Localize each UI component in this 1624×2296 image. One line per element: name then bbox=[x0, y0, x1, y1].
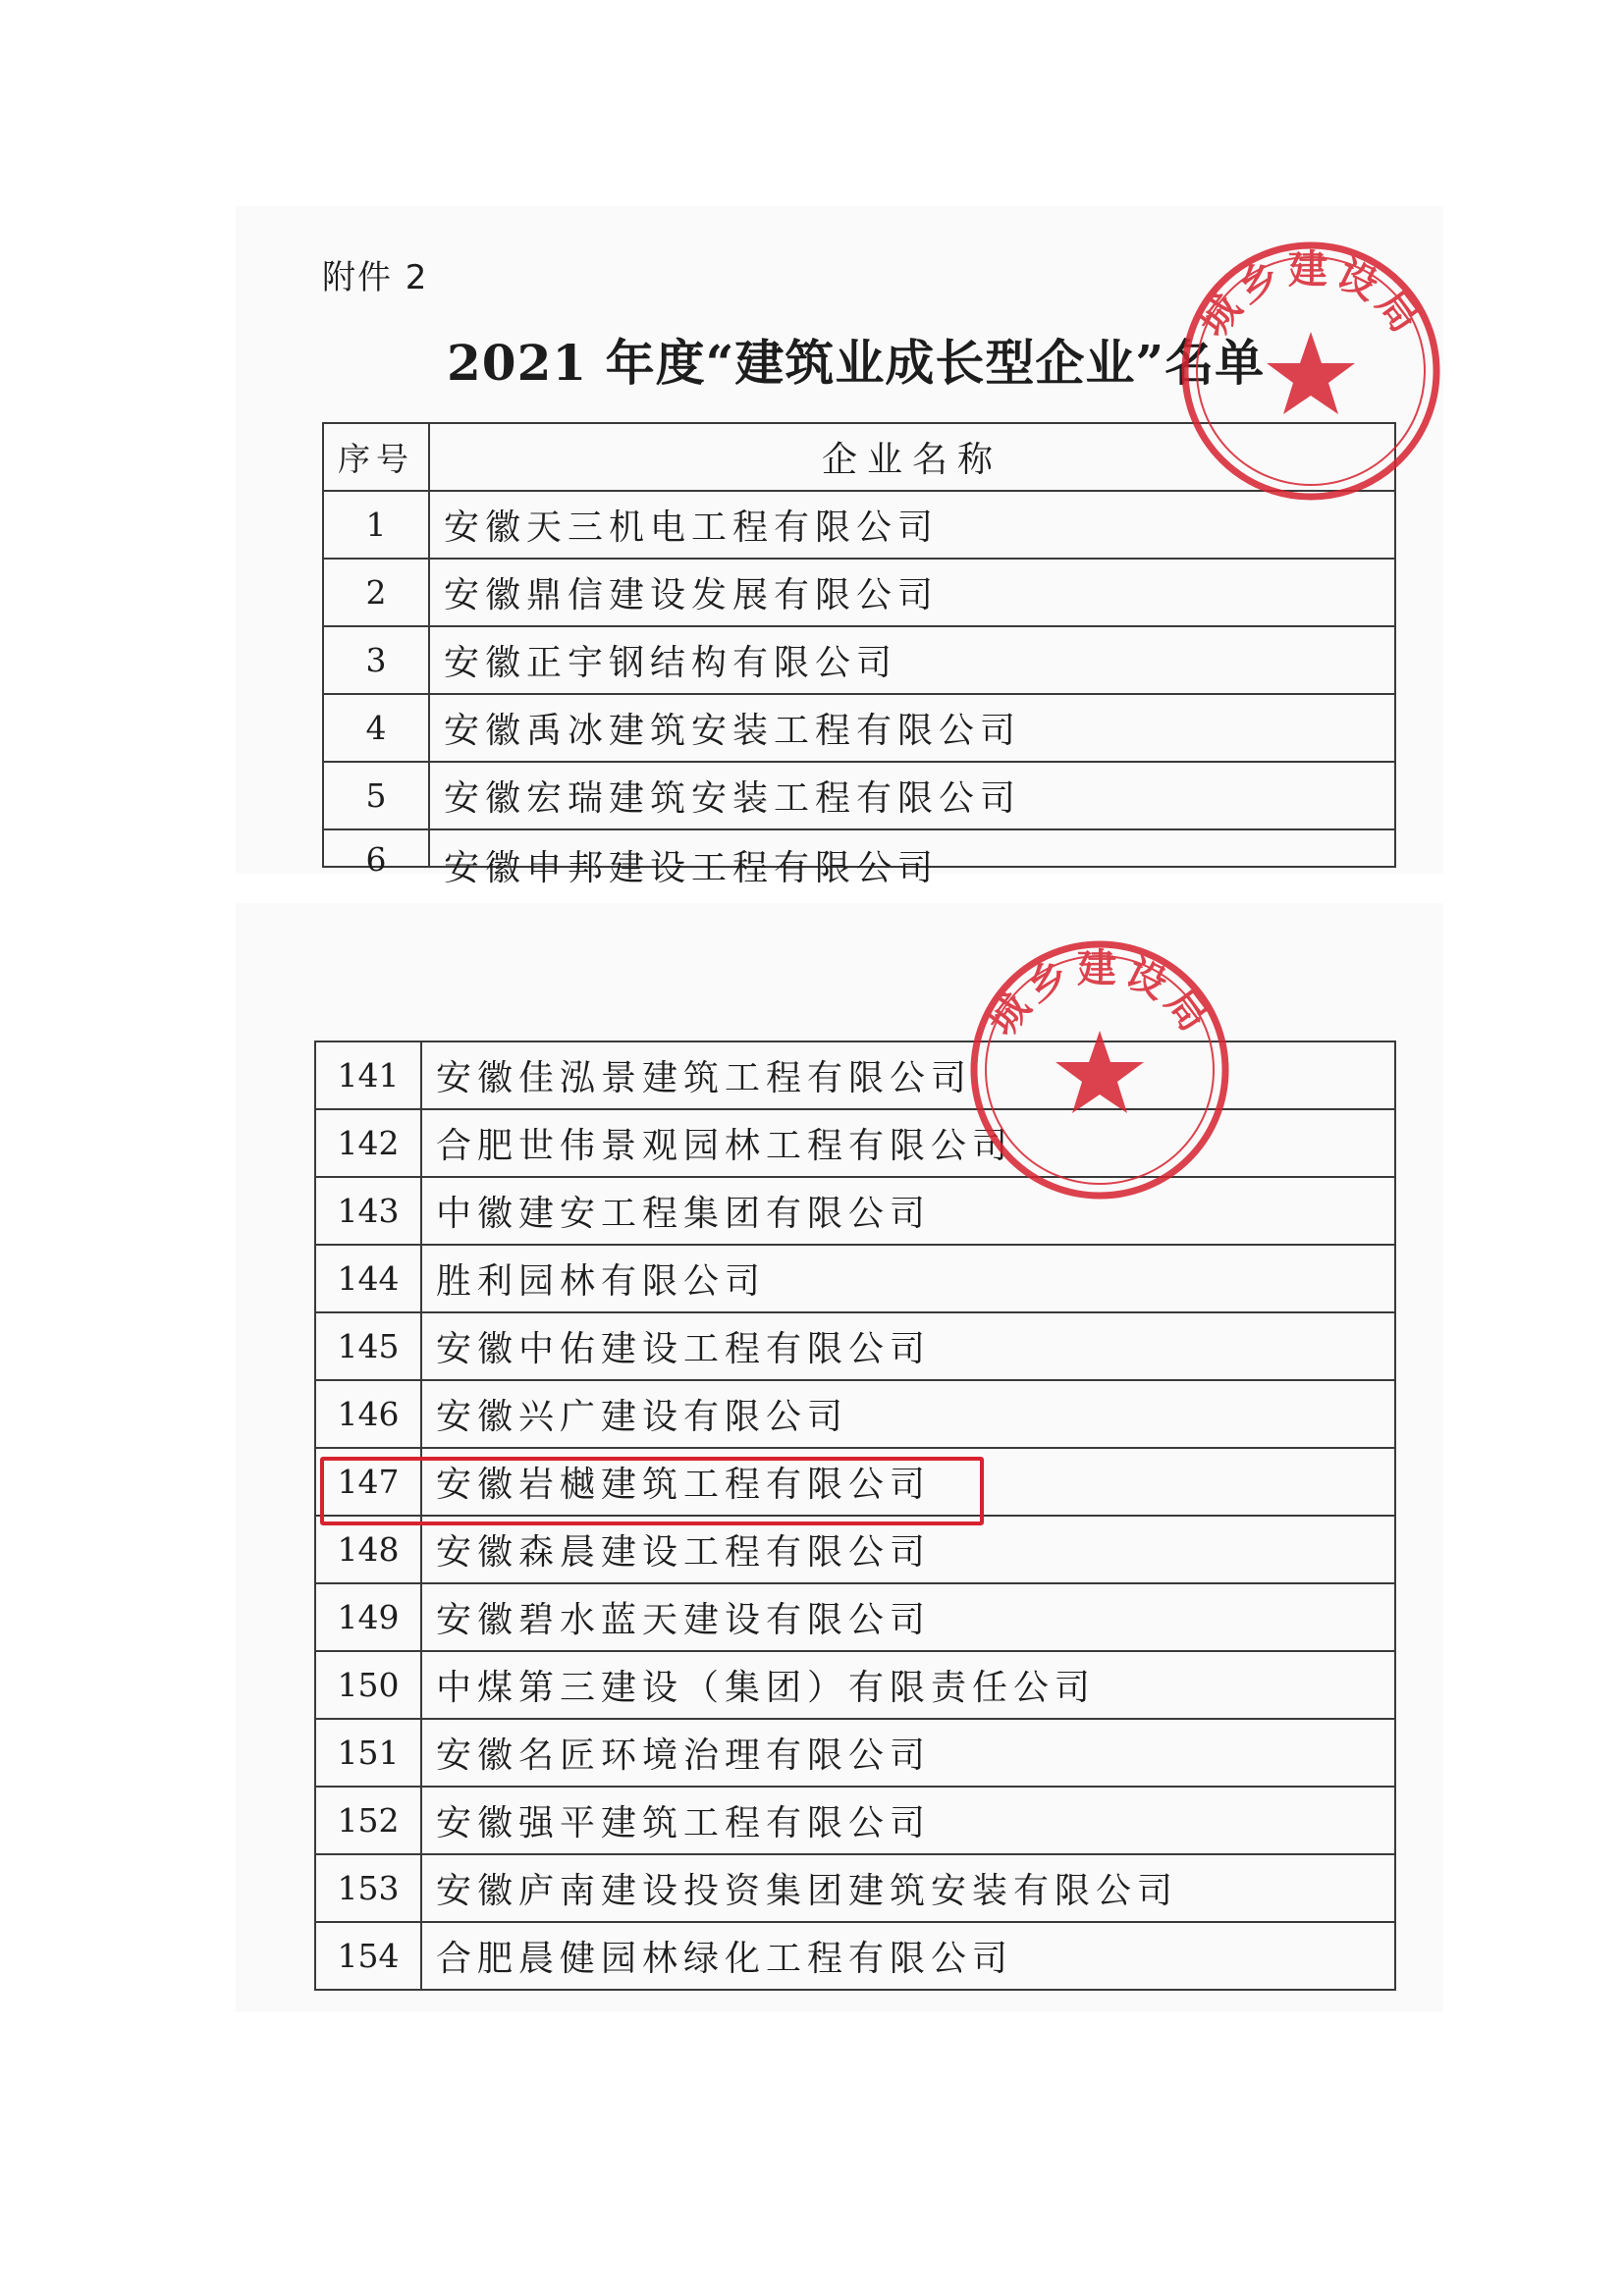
highlight-box bbox=[320, 1457, 984, 1525]
row-serial-number: 145 bbox=[315, 1312, 421, 1380]
table-row bbox=[315, 1245, 1395, 1312]
attachment-label: 附件 2 bbox=[322, 258, 429, 297]
document-title: 2021 年度“建筑业成长型企业”名单 bbox=[447, 334, 1266, 392]
table-row bbox=[315, 1854, 1395, 1922]
row-serial-number: 5 bbox=[323, 762, 429, 829]
row-serial-number: 153 bbox=[315, 1854, 421, 1922]
row-company-name: 安徽森晨建设工程有限公司 bbox=[421, 1516, 1395, 1583]
row-serial-number: 144 bbox=[315, 1245, 421, 1312]
row-company-name: 安徽兴广建设有限公司 bbox=[421, 1380, 1395, 1448]
row-serial-number: 141 bbox=[315, 1041, 421, 1109]
partial-name-text bbox=[444, 840, 1394, 866]
row-serial-number bbox=[323, 829, 429, 879]
row-serial-number: 150 bbox=[315, 1651, 421, 1719]
table-row bbox=[315, 1041, 1395, 1109]
row-company-name: 安徽强平建筑工程有限公司 bbox=[421, 1787, 1395, 1854]
row-company-name: 合肥世伟景观园林工程有限公司 bbox=[421, 1109, 1395, 1177]
row-company-name: 胜利园林有限公司 bbox=[421, 1245, 1395, 1312]
row-serial-number: 148 bbox=[315, 1516, 421, 1583]
table-header-row bbox=[323, 423, 1395, 491]
row-company-name: 中徽建安工程集团有限公司 bbox=[421, 1177, 1395, 1245]
table-row bbox=[315, 1516, 1395, 1583]
row-serial-number: 152 bbox=[315, 1787, 421, 1854]
table-row bbox=[323, 491, 1395, 559]
row-company-name: 安徽宏瑞建筑安装工程有限公司 bbox=[429, 762, 1395, 829]
table-row bbox=[315, 1719, 1395, 1787]
seal-text: 城乡建设局 bbox=[978, 945, 1221, 1044]
table-row bbox=[315, 1312, 1395, 1380]
row-company-name: 合肥晨健园林绿化工程有限公司 bbox=[421, 1922, 1395, 1990]
row-serial-number: 154 bbox=[315, 1922, 421, 1990]
table-row bbox=[315, 1177, 1395, 1245]
table-row-partial bbox=[323, 829, 1395, 867]
partial-serial-text: 6 bbox=[365, 840, 387, 879]
table-row bbox=[315, 1787, 1395, 1854]
table-row bbox=[323, 626, 1395, 694]
row-company-name: 安徽岩樾建筑工程有限公司 bbox=[421, 1448, 1395, 1516]
row-serial-number: 4 bbox=[323, 694, 429, 762]
table-row bbox=[315, 1651, 1395, 1719]
company-list-table-top bbox=[322, 422, 1396, 879]
table-row bbox=[315, 1583, 1395, 1651]
row-company-name bbox=[429, 829, 1395, 867]
header-serial-number: 序号 bbox=[323, 423, 429, 491]
row-company-name: 安徽禹冰建筑安装工程有限公司 bbox=[429, 694, 1395, 762]
row-serial-number: 146 bbox=[315, 1380, 421, 1448]
row-company-name: 安徽佳泓景建筑工程有限公司 bbox=[421, 1041, 1395, 1109]
row-serial-number: 3 bbox=[323, 626, 429, 694]
row-company-name: 中煤第三建设（集团）有限责任公司 bbox=[421, 1651, 1395, 1719]
row-company-name: 安徽中佑建设工程有限公司 bbox=[421, 1312, 1395, 1380]
header-company-name: 企业名称 bbox=[429, 423, 1395, 491]
row-serial-number: 149 bbox=[315, 1583, 421, 1651]
row-serial-number: 151 bbox=[315, 1719, 421, 1787]
row-company-name: 安徽庐南建设投资集团建筑安装有限公司 bbox=[421, 1854, 1395, 1922]
row-company-name: 安徽名匠环境治理有限公司 bbox=[421, 1719, 1395, 1787]
table-row bbox=[315, 1922, 1395, 1990]
table-row bbox=[323, 559, 1395, 626]
table-row bbox=[315, 1380, 1395, 1448]
seal-text: 城乡建设局 bbox=[1189, 246, 1433, 346]
row-serial-number: 143 bbox=[315, 1177, 421, 1245]
table-row bbox=[323, 762, 1395, 829]
row-company-name: 安徽天三机电工程有限公司 bbox=[429, 491, 1395, 559]
row-company-name: 安徽碧水蓝天建设有限公司 bbox=[421, 1583, 1395, 1651]
row-company-name: 安徽鼎信建设发展有限公司 bbox=[429, 559, 1395, 626]
row-company-name: 安徽正宇钢结构有限公司 bbox=[429, 626, 1395, 694]
row-serial-number: 142 bbox=[315, 1109, 421, 1177]
row-serial-number: 147 bbox=[315, 1448, 421, 1516]
table-row bbox=[315, 1109, 1395, 1177]
row-serial-number: 1 bbox=[323, 491, 429, 559]
table-row bbox=[323, 694, 1395, 762]
row-serial-number: 2 bbox=[323, 559, 429, 626]
